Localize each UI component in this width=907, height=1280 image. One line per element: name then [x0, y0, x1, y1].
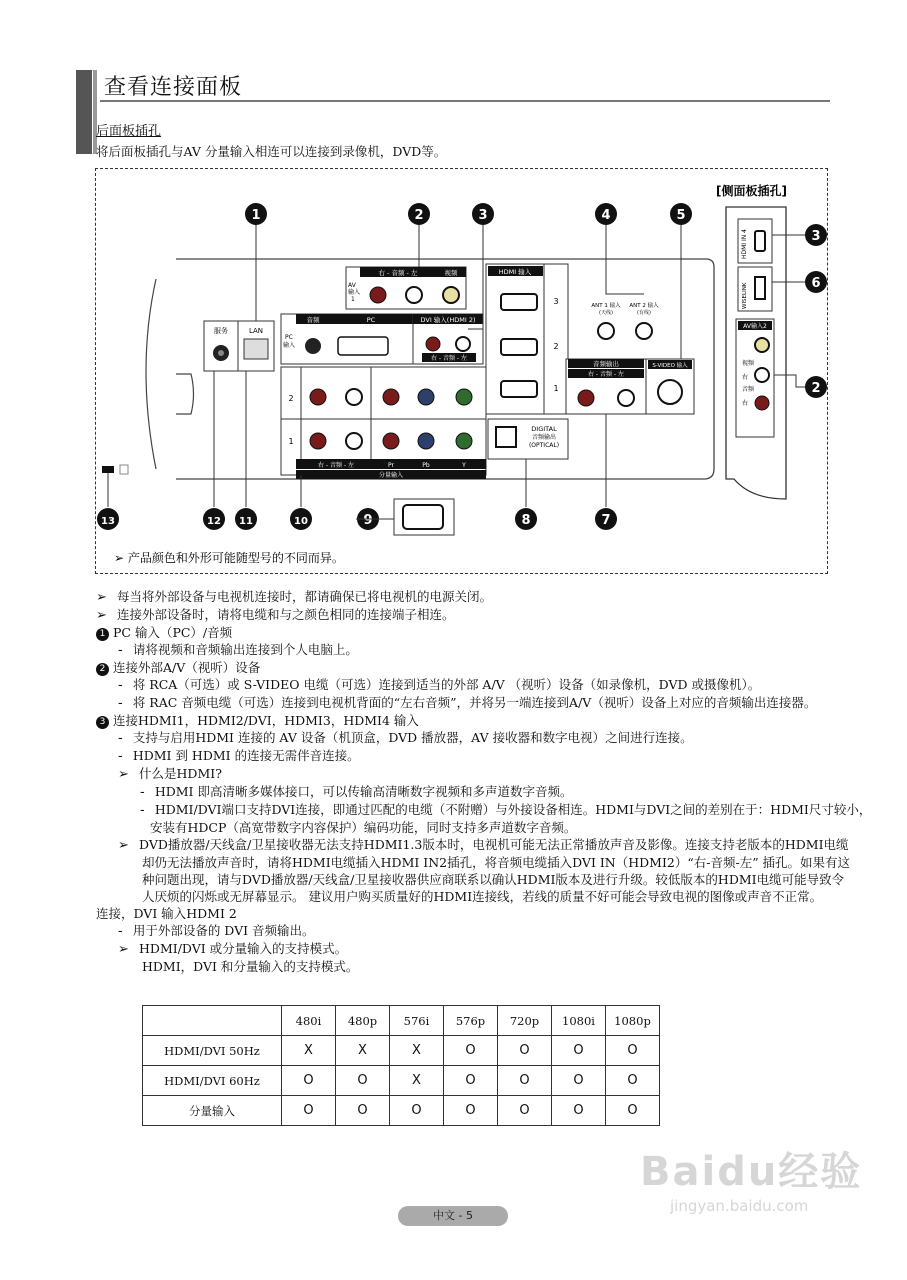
kensington-slot: [102, 466, 114, 473]
table-cell: O: [336, 1066, 390, 1096]
side-usb-label: WISELINK: [742, 282, 748, 309]
table-cell: O: [336, 1096, 390, 1126]
note-text: 连接外部设备时，请将电缆和与之颜色相同的连接端子相连。: [117, 607, 455, 622]
intro-text: 将后面板插孔与AV 分量输入相连可以连接到录像机，DVD等。: [96, 144, 447, 159]
note-text: 将 RCA（可选）或 S-VIDEO 电缆（可选）连接到适当的外部 A/V （视听）设备（如录像机，DVD 或摄像机）。: [132, 677, 761, 692]
pc-in-label: PC 输入: [283, 334, 296, 349]
note-text: 请将视频和音频输出连接到个人电脑上。: [132, 642, 358, 657]
table-row: [143, 1036, 660, 1066]
component-row-2-num: 2: [288, 394, 294, 403]
table-header-cell: [143, 1006, 282, 1036]
ant2-sub-label: (有线): [637, 310, 651, 316]
section-subtitle: 后面板插孔: [96, 124, 162, 139]
av-audio-l-jack: [406, 287, 422, 303]
component-y-label: Y: [462, 462, 466, 469]
svideo-label: S-VIDEO 输入: [652, 363, 688, 369]
audio-out-l-jack: [618, 390, 634, 406]
audio-out-label: 音频输出: [593, 360, 619, 368]
dash-marker: -: [118, 749, 127, 764]
leader-side-2: [774, 375, 806, 387]
digital-label-1: DIGITAL: [531, 425, 557, 433]
note-text: HDMI 即高清晰多媒体接口，可以传输高清晰数字视频和多声道数字音频。: [154, 784, 573, 799]
audio-out-r-jack: [578, 390, 594, 406]
dvi-audio-r-jack: [426, 337, 440, 351]
dvi-audio-l-jack: [456, 337, 470, 351]
comp2-audio-r-jack: [310, 389, 326, 405]
callout-11-num: 11: [239, 516, 253, 527]
dvi-audio-label: 右 - 音频 - 左: [431, 355, 467, 362]
note-line: [96, 641, 826, 659]
side-audio-l-jack: [755, 368, 769, 382]
table-header-cell: 1080i: [552, 1006, 606, 1036]
arrow-icon: ➢: [118, 767, 134, 782]
tv-edge-curve: [146, 279, 156, 469]
table-cell: O: [282, 1096, 336, 1126]
side-audio-label: 音频: [742, 386, 755, 393]
note-line: [96, 854, 851, 871]
callout-1-num: 1: [251, 208, 261, 223]
note-text: 连接外部A/V（视听）设备: [113, 660, 261, 675]
av-video-jack: [443, 287, 459, 303]
table-cell: O: [606, 1066, 660, 1096]
callout-13-num: 13: [101, 516, 115, 527]
side-usb-port: [755, 277, 765, 299]
comp2-audio-l-jack: [346, 389, 362, 405]
page-title: 查看连接面板: [104, 75, 243, 100]
comp1-pr-jack: [383, 433, 399, 449]
arrow-icon: ➢: [96, 608, 112, 623]
note-number-badge: 1: [96, 628, 109, 641]
pc-dsub-port: [338, 337, 388, 355]
note-line: [96, 940, 826, 958]
note-text: 却仍无法播放声音时，请将HDMI电缆插入HDMI IN2插孔，将音频电缆插入DVI IN（HDMI2）“右-音频-左” 插孔。如果有这: [142, 855, 851, 870]
side-panel-label-text: [侧面板插孔]: [716, 184, 787, 198]
comp1-y-jack: [456, 433, 472, 449]
table-header-cell: 480i: [282, 1006, 336, 1036]
digital-label-3: (OPTICAL): [528, 442, 560, 449]
leader-3: [468, 225, 483, 329]
note-line: [96, 888, 826, 905]
note-number-badge: 2: [96, 663, 109, 676]
note-line: [96, 783, 826, 801]
av-video-label: 视频: [444, 269, 458, 277]
note-text: 安装有HDCP（高宽带数字内容保护）编码功能，同时支持多声道数字音频。: [150, 820, 577, 835]
comp1-pb-jack: [418, 433, 434, 449]
arrow-icon: ➢: [118, 942, 134, 957]
note-text: PC 输入（PC）/音频: [113, 625, 233, 640]
note-text: DVD播放器/天线盒/卫星接收器无法支持HDMI1.3版本时，电视机可能无法正常播放声音及影像。连接支持老版本的HDMI电缆: [139, 837, 849, 852]
side-l-label: 右: [742, 400, 749, 407]
component-pr-label: Pb: [422, 462, 430, 469]
callout-side-2-num: 2: [811, 381, 821, 396]
diagram-note: ➢ 产品颜色和外形可能随型号的不同而异。: [114, 551, 344, 565]
callout-5-num: 5: [676, 208, 686, 223]
callout-3-num: 3: [478, 208, 488, 223]
callout-12-num: 12: [207, 516, 221, 527]
side-hdmi-port: [755, 231, 765, 251]
note-line: [96, 871, 845, 888]
callout-10-num: 10: [294, 516, 308, 527]
panel-svg: [96, 169, 829, 575]
support-mode-table: [142, 1005, 660, 1126]
side-av-label: AV输入2: [743, 323, 767, 330]
note-line: [96, 747, 826, 765]
note-line: [96, 801, 872, 819]
table-cell: X: [390, 1066, 444, 1096]
note-text: 人厌烦的闪烁或无屏幕显示。 建议用户购买质量好的HDMI连接线，若线的质量不好可能会导致电视的图像或声音不正常。: [142, 889, 823, 904]
pc-label: PC: [366, 316, 376, 324]
connection-panel-diagram: [95, 168, 828, 574]
table-cell: O: [498, 1096, 552, 1126]
hdmi-in-label: HDMI 输入: [498, 268, 532, 276]
note-line: [96, 765, 826, 783]
table-cell: O: [444, 1096, 498, 1126]
note-text: 用于外部设备的 DVI 音频输出。: [132, 923, 315, 938]
note-text: HDMI/DVI 或分量输入的支持模式。: [139, 941, 348, 956]
ant1-sub-label: (天线): [599, 310, 613, 316]
table-header-cell: 720p: [498, 1006, 552, 1036]
note-text: HDMI，DVI 和分量输入的支持模式。: [142, 959, 359, 974]
note-line: [96, 922, 826, 940]
watermark-logo: Baidu经验: [640, 1149, 863, 1195]
tv-notch: [176, 374, 194, 414]
table-header-cell: 576i: [390, 1006, 444, 1036]
watermark-url: jingyan.baidu.com: [670, 1197, 809, 1215]
ant2-jack: [636, 323, 652, 339]
note-line: [96, 712, 826, 729]
note-line: [96, 694, 826, 712]
callout-8-num: 8: [521, 513, 531, 528]
table-header-row: [143, 1006, 660, 1036]
hdmi-1-port: [501, 381, 537, 397]
dash-marker: -: [118, 678, 127, 693]
note-text: 连接，DVI 输入HDMI 2: [96, 906, 237, 921]
table-cell: HDMI/DVI 50Hz: [143, 1036, 282, 1066]
dash-marker: -: [140, 785, 149, 800]
table-header-cell: 480p: [336, 1006, 390, 1036]
note-line: [96, 905, 826, 922]
note-text: HDMI/DVI端口支持DVI连接，即通过匹配的电缆（不附赠）与外接设备相连。HDMI与DVI之间的差别在于：HDMI尺寸较小，: [154, 802, 872, 817]
table-cell: X: [282, 1036, 336, 1066]
audio-out-rl-label: 右 - 音频 - 左: [588, 371, 624, 378]
table-cell: O: [444, 1066, 498, 1096]
lock-icon: [120, 465, 128, 474]
lan-port: [244, 339, 268, 359]
hdmi-3-num: 3: [553, 297, 559, 306]
table-cell: O: [498, 1036, 552, 1066]
dash-marker: -: [118, 924, 127, 939]
table-cell: O: [606, 1036, 660, 1066]
note-text: 什么是HDMI?: [139, 766, 222, 781]
note-text: 每当将外部设备与电视机连接时，都请确保已将电视机的电源关闭。: [117, 589, 493, 604]
note-text: 种问题出现，请与DVD播放器/天线盒/卫星接收器供应商联系以确认HDMI版本及进行升级。较低版本的HDMI电缆可能导致令: [142, 872, 845, 887]
comp2-pr-jack: [383, 389, 399, 405]
comp1-audio-r-jack: [310, 433, 326, 449]
note-text: HDMI 到 HDMI 的连接无需伴音连接。: [132, 748, 360, 763]
callout-7-num: 7: [601, 513, 611, 528]
page-footer: 中文 - 5: [398, 1206, 508, 1226]
table-cell: O: [498, 1066, 552, 1096]
table-row: [143, 1066, 660, 1096]
service-jack-core: [218, 350, 224, 356]
note-text: 连接HDMI1，HDMI2/DVI，HDMI3，HDMI4 输入: [113, 713, 419, 728]
notes-list: [96, 588, 872, 975]
ant1-label: ANT 1 输入: [591, 303, 621, 309]
note-line: [96, 588, 826, 606]
arrow-icon: ➢: [96, 590, 112, 605]
callout-6-num: 6: [811, 276, 821, 291]
power-socket: [403, 505, 443, 529]
component-audio-label: 右 - 音频 - 左: [318, 462, 354, 469]
side-r-label: 右: [742, 374, 749, 381]
note-line: [96, 606, 826, 624]
side-video-jack: [755, 338, 769, 352]
table-cell: O: [552, 1036, 606, 1066]
hdmi-3-port: [501, 294, 537, 310]
component-row-1-num: 1: [288, 437, 294, 446]
note-line: [96, 836, 849, 854]
dash-marker: -: [118, 643, 127, 658]
dvi-in-label: DVI 输入(HDMI 2): [420, 316, 476, 324]
dash-marker: -: [118, 696, 127, 711]
digital-label-2: 音频输出: [531, 434, 557, 441]
table-cell: O: [282, 1066, 336, 1096]
table-cell: O: [552, 1066, 606, 1096]
title-rule: [100, 100, 830, 102]
ant1-jack: [598, 323, 614, 339]
comp2-pb-jack: [418, 389, 434, 405]
component-in-label: 分量输入: [378, 472, 404, 479]
av-audio-label: 右 - 音频 - 左: [378, 269, 418, 277]
comp1-audio-l-jack: [346, 433, 362, 449]
component-box: [281, 367, 486, 475]
note-line: [96, 819, 826, 836]
note-line: [96, 676, 826, 694]
note-number-badge: 3: [96, 716, 109, 729]
dash-marker: -: [118, 731, 127, 746]
callout-side-3-num: 3: [811, 229, 821, 244]
title-bar-accent: [76, 70, 92, 154]
ant2-label: ANT 2 输入: [629, 303, 659, 309]
note-text: 支持与启用HDMI 连接的 AV 设备（机顶盒，DVD 播放器，AV 接收器和数字电视）之间进行连接。: [132, 730, 693, 745]
table-cell: HDMI/DVI 60Hz: [143, 1066, 282, 1096]
av-audio-r-jack: [370, 287, 386, 303]
note-line: [96, 729, 826, 747]
pc-audio-label: 音频: [306, 316, 320, 324]
side-hdmi-label: HDMI IN 4: [741, 229, 748, 259]
note-text: 将 RAC 音频电缆（可选）连接到电视机背面的“左右音频”，并将另一端连接到A/V（视听）设备上对应的音频输出连接器。: [132, 695, 817, 710]
side-video-label: 视频: [742, 360, 755, 367]
callout-4-num: 4: [601, 208, 611, 223]
service-label: 服务: [214, 327, 228, 335]
table-row: [143, 1096, 660, 1126]
arrow-icon: ➢: [118, 838, 134, 853]
hdmi-2-num: 2: [553, 342, 559, 351]
table-cell: 分量输入: [143, 1096, 282, 1126]
note-line: [96, 624, 826, 641]
optical-port: [496, 427, 516, 447]
hdmi-1-num: 1: [553, 384, 559, 393]
callout-2-num: 2: [414, 208, 424, 223]
side-audio-r-jack: [755, 396, 769, 410]
table-header-cell: 1080p: [606, 1006, 660, 1036]
comp2-y-jack: [456, 389, 472, 405]
component-pb-label: Pr: [388, 462, 394, 469]
svideo-jack: [658, 380, 682, 404]
table-cell: O: [390, 1096, 444, 1126]
table-cell: X: [390, 1036, 444, 1066]
note-line: [96, 659, 826, 676]
watermark: [640, 1140, 862, 1215]
dash-marker: -: [140, 803, 149, 818]
note-line: [96, 958, 826, 975]
av-in-label: AV 输入 1: [348, 282, 361, 303]
callout-9-num: 9: [363, 513, 373, 528]
table-cell: O: [606, 1096, 660, 1126]
lan-label: LAN: [248, 327, 264, 335]
pc-audio-jack: [305, 338, 321, 354]
table-cell: X: [336, 1036, 390, 1066]
table-header-cell: 576p: [444, 1006, 498, 1036]
table-cell: O: [552, 1096, 606, 1126]
table-cell: O: [444, 1036, 498, 1066]
hdmi-2-port: [501, 339, 537, 355]
